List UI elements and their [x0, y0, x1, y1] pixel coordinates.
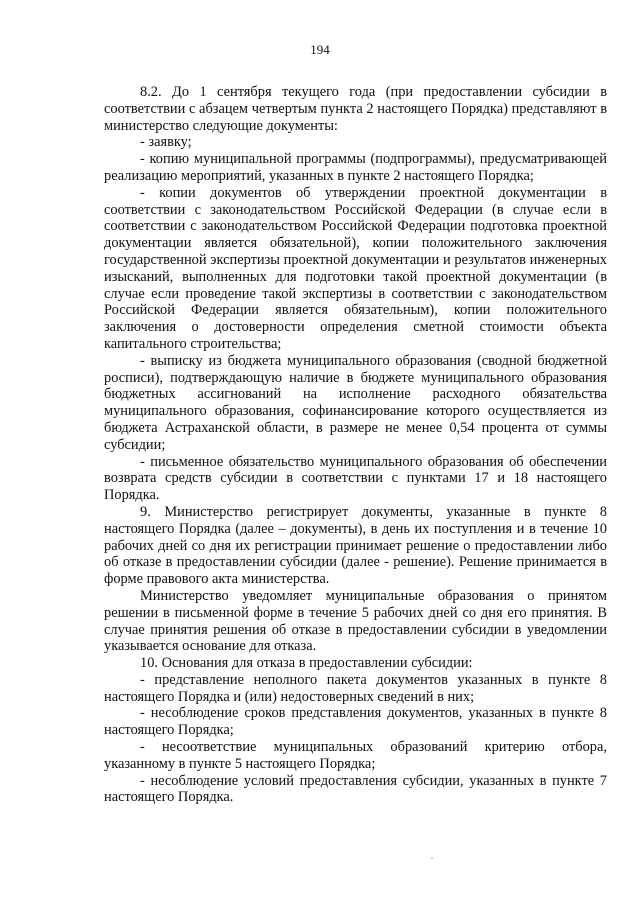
list-item-application: - заявку; [140, 134, 192, 151]
list-item-budget-extract: - выписку из бюджета муниципального образования (сводной бюджетной росписи), подтверждающую наличие в бюджете муниципального образования бюджетных ассигнований на исполнение расходного обязательства муниципального образования, софинансирование которого осуществляется из бюджета Астраханской области, в размере не менее 0,54 процента от суммы субсидии; [104, 352, 607, 453]
list-item-incomplete-package: - представление неполного пакета документов указанных в пункте 8 настоящего Порядка и (или) недостоверных сведений в них; [104, 671, 607, 705]
document-body [104, 84, 607, 806]
list-item-conditions-violation: - несоблюдение условий предоставления субсидии, указанных в пункте 7 настоящего Порядка. [104, 772, 607, 806]
list-item-program-copy: - копию муниципальной программы (подпрограммы), предусматривающей реализацию мероприятий, указанных в пункте 2 настоящего Порядка; [104, 151, 607, 184]
paragraph-9: 9. Министерство регистрирует документы, указанные в пункте 8 настоящего Порядка (далее – документы), в день их поступления и в течение 10 рабочих дней со дня их регистрации принимает решение о предоставлении либо об отказе в предоставлении субсидии (далее - решение). Решение принимается в форме правового акта министерства. [104, 503, 607, 588]
list-item-project-docs: - копии документов об утверждении проектной документации в соответствии с законодательством Российской Федерации (в случае если в соответствии с законодательством Российской Федерации подготовка проектной документации является обязательной), копии положительного заключения государственной экспертизы проектной документации и результатов инженерных изысканий, выполненных для подготовки такой проектной документации (в случае если проведение такой экспертизы в соответствии с законодательством Российской Федерации является обязательным), копии положительного заключения о достоверности определения сметной стоимости объекта капитального строительства; [104, 184, 607, 352]
scan-speck [431, 857, 433, 859]
list-item-deadline-violation: - несоблюдение сроков представления документов, указанных в пункте 8 настоящего Порядка; [104, 705, 607, 739]
paragraph-8-2: 8.2. До 1 сентября текущего года (при предоставлении субсидии в соответствии с абзацем четвертым пункта 2 настоящего Порядка) представляют в министерство следующие документы: [104, 84, 607, 134]
paragraph-10: 10. Основания для отказа в предоставлении субсидии: [140, 655, 473, 672]
list-item-written-obligation: - письменное обязательство муниципального образования об обеспечении возврата средств субсидии в соответствии с пунктами 17 и 18 настоящего Порядка. [104, 453, 607, 504]
paragraph-notification: Министерство уведомляет муниципальные образования о принятом решении в письменной форме в течение 5 рабочих дней со дня его принятия. В случае принятия решения об отказе в предоставлении субсидии в уведомлении указывается основание для отказа. [104, 587, 607, 655]
list-item-criteria-mismatch: - несоответствие муниципальных образований критерию отбора, указанному в пункте 5 настоящего Порядка; [104, 739, 607, 772]
page-number: 194 [310, 42, 330, 57]
